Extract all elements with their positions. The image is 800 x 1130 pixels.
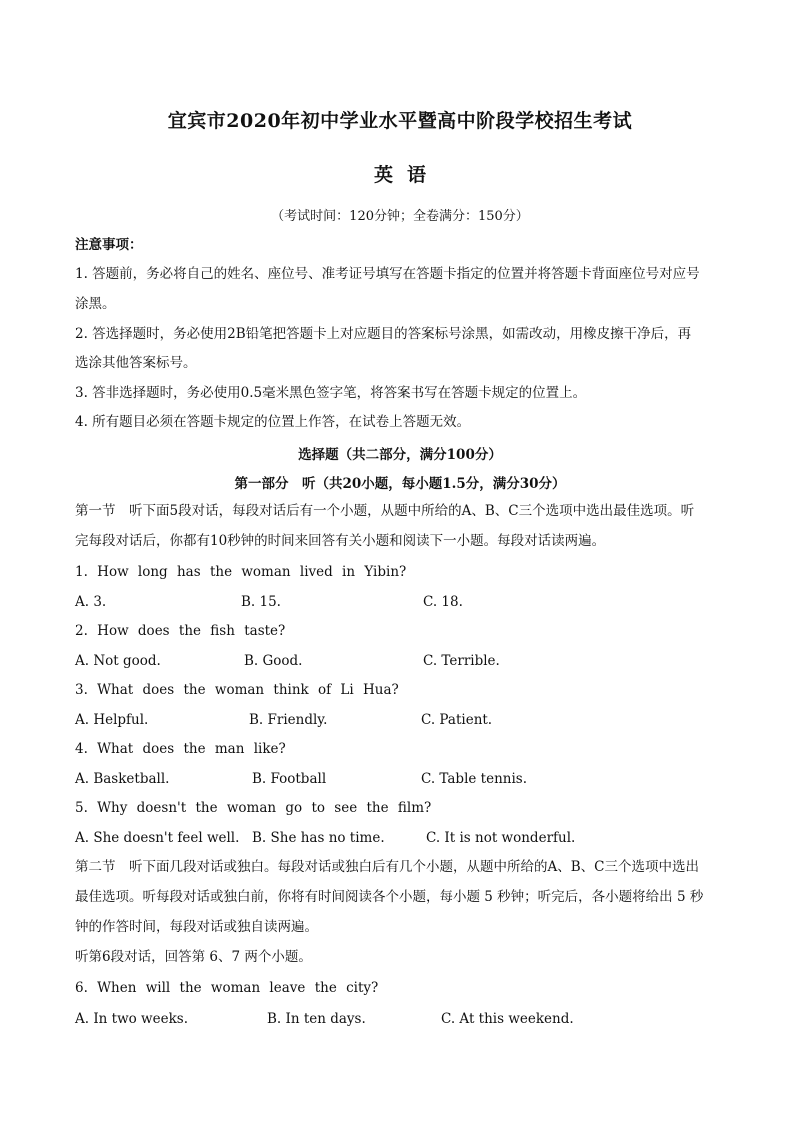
- option-c: C. Terrible.: [423, 653, 500, 669]
- notice-line: 3. 答非选择题时，务必使用0.5毫米黑色签字笔，将答案书写在答题卡规定的位置上。: [75, 385, 587, 401]
- option-c: C. Patient.: [421, 712, 493, 728]
- question-text: 5. Why doesn't the woman go to see the film?: [75, 800, 432, 816]
- option-b: B. In ten days.: [267, 1011, 366, 1027]
- option-a: A. In two weeks.: [75, 1011, 188, 1027]
- question-text: 2. How does the fish taste?: [75, 623, 286, 639]
- notice-heading: 注意事项：: [75, 237, 143, 253]
- question-text: 3. What does the woman think of Li Hua?: [75, 682, 399, 698]
- option-a: A. Helpful.: [75, 712, 149, 728]
- section-heading: 选择题（共二部分，满分100分）: [298, 447, 502, 463]
- option-c: C. At this weekend.: [441, 1011, 574, 1027]
- dialog-intro: 听第6段对话，回答第 6、7 两个小题。: [75, 949, 312, 965]
- section1-instruction: 第一节 听下面5段对话，每段对话后有一个小题，从题中所给的A、B、C三个选项中选出最佳选项。听: [75, 503, 695, 519]
- option-a: A. She doesn't feel well.: [75, 830, 240, 846]
- option-b: B. She has no time.: [252, 830, 385, 846]
- exam-info: （考试时间：120分钟；全卷满分：150分）: [271, 209, 529, 224]
- notice-line: 4. 所有题目必须在答题卡规定的位置上作答，在试卷上答题无效。: [75, 414, 471, 430]
- option-b: B. Football: [252, 771, 327, 787]
- option-c: C. Table tennis.: [421, 771, 528, 787]
- part-heading: 第一部分 听（共20小题，每小题1.5分，满分30分）: [234, 476, 566, 492]
- notice-line: 选涂其他答案标号。: [75, 355, 197, 371]
- option-c: C. 18.: [423, 594, 463, 610]
- section2-instruction: 第二节 听下面几段对话或独白。每段对话或独白后有几个小题，从题中所给的A、B、C三个选项中选出: [75, 859, 699, 875]
- option-b: B. Friendly.: [249, 712, 328, 728]
- exam-title: 宜宾市2020年初中学业水平暨高中阶段学校招生考试: [167, 110, 633, 132]
- option-b: B. 15.: [241, 594, 281, 610]
- option-a: A. 3.: [75, 594, 107, 610]
- exam-subject: 英语: [373, 164, 440, 186]
- notice-line: 2. 答选择题时，务必使用2B铅笔把答题卡上对应题目的答案标号涂黑，如需改动，用橡皮擦干净后，再: [75, 326, 692, 342]
- option-a: A. Not good.: [75, 653, 161, 669]
- question-text: 1. How long has the woman lived in Yibin?: [75, 564, 407, 580]
- section1-instruction: 完每段对话后，你都有10秒钟的时间来回答有关小题和阅读下一小题。每段对话读两遍。: [75, 533, 606, 549]
- option-c: C. It is not wonderful.: [426, 830, 576, 846]
- option-a: A. Basketball.: [75, 771, 170, 787]
- notice-line: 涂黑。: [75, 296, 116, 312]
- notice-line: 1. 答题前，务必将自己的姓名、座位号、准考证号填写在答题卡指定的位置并将答题卡背面座位号对应号: [75, 266, 700, 282]
- section2-instruction: 钟的作答时间，每段对话或独自读两遍。: [75, 919, 318, 935]
- option-b: B. Good.: [244, 653, 303, 669]
- question-text: 6. When will the woman leave the city?: [75, 980, 379, 996]
- section2-instruction: 最佳选项。听每段对话或独白前，你将有时间阅读各个小题，每小题 5 秒钟；听完后，各小题将给出 5 秒: [75, 889, 704, 905]
- question-text: 4. What does the man like?: [75, 741, 286, 757]
